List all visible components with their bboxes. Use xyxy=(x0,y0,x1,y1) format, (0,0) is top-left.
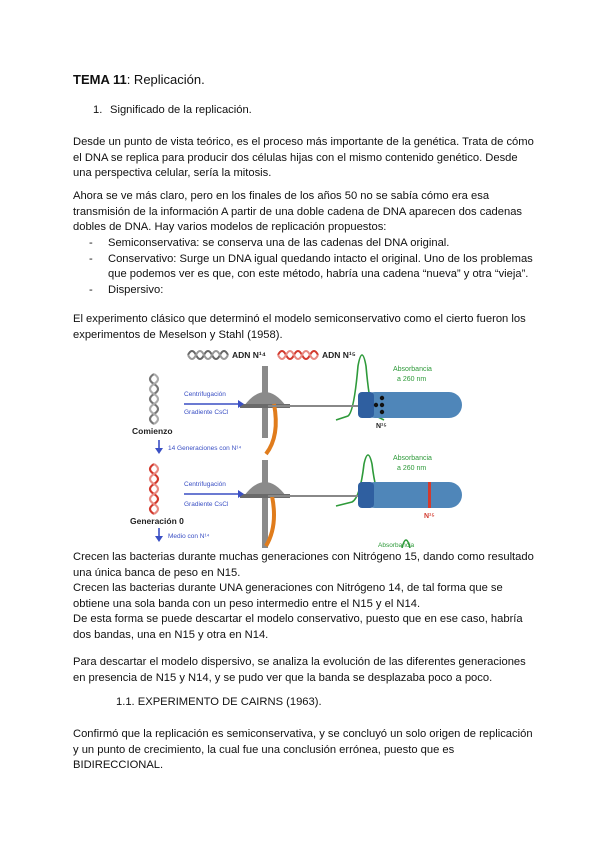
paragraph-history: Ahora se ve más claro, pero en los finales de los años 50 no se sabía cómo era esa transmisión de la información A partir de una doble cadena de DNA aparecen dos cadenas dobles de DNA. Hay varios modelos de replicación propuestos: xyxy=(73,190,523,234)
list-item: - Conservativo: Surge un DNA igual quedando intacto el original. Uno de los problemas que podemos ver es que, con este método, habría una cadena “nueva” y otra “vieja”. xyxy=(89,252,533,281)
legend-helix-n14-icon xyxy=(188,351,228,359)
list-item: - Semiconservativa: se conserva una de las cadenas del DNA original. xyxy=(89,237,450,249)
paragraph-n15: Crecen las bacterias durante muchas generaciones con Nitrógeno 15, dando como resultado una única banca de peso en N15. xyxy=(73,551,534,579)
legend-helix-n15-icon xyxy=(278,351,318,359)
centrifugation-label-1: Centrifugación xyxy=(184,391,226,398)
absorbance-label-2: Absorbancia xyxy=(393,455,432,462)
start-label: Comienzo xyxy=(132,426,173,436)
page-title: TEMA 11: Replicación. xyxy=(73,72,205,87)
centrifugation-label-2: Centrifugación xyxy=(184,481,226,488)
section-heading xyxy=(93,104,252,116)
centrifuge-1 xyxy=(240,366,290,454)
subsection-heading: 1.1. EXPERIMENTO DE CAIRNS (1963). xyxy=(116,696,322,708)
medium-label: Medio con N¹⁴ xyxy=(168,533,210,540)
dna-helix-generation-icon xyxy=(150,464,158,514)
generations-label: 14 Generaciones con N¹⁴ xyxy=(168,445,242,452)
centrifuge-2 xyxy=(240,460,290,548)
paragraph-dispersive: Para descartar el modelo dispersivo, se analiza la evolución de las diferentes generaciones en presencia de N15 y N14, y se pudo ver que la banda se desplazaba poco a poco. xyxy=(73,656,526,684)
models-list xyxy=(73,236,543,298)
absorbance-label-1: Absorbancia xyxy=(393,366,432,373)
band-label-1: N¹⁵ xyxy=(376,423,387,430)
paragraph-intro: Desde un punto de vista teórico, es el proceso más importante de la genética. Trata de cómo el DNA se replica para producir dos células hijas con el mismo contenido genético. Desde una perspectiva celular, sería la mitosis. xyxy=(73,136,534,180)
wavelength-label-1: a 260 nm xyxy=(397,376,427,383)
paragraph-cairns: Confirmó que la replicación es semiconservativa, y se concluyó un solo origen de replicación y un punto de crecimiento, la cual fue una conclusión errónea, puesto que es BIDIRECCIONAL. xyxy=(73,728,533,772)
paragraph-n14: Crecen las bacterias durante UNA generaciones con Nitrógeno 14, de tal forma que se obtiene una sola banda con un peso intermedio entre el N15 y el N14. xyxy=(73,582,503,610)
list-item: - Dispersivo: xyxy=(89,283,164,296)
dna-helix-start-icon xyxy=(150,374,158,424)
band-label-2: N¹⁵ xyxy=(424,513,435,520)
meselson-stahl-figure xyxy=(126,336,474,548)
generation-label: Generación 0 xyxy=(130,516,184,526)
paragraph-classic-experiment: El experimento clásico que determinó el modelo semiconservativo como el cierto fueron los experimentos de Meselson y Stahl (1958). xyxy=(73,313,526,341)
legend-n14: ADN N¹⁴ xyxy=(232,350,266,360)
gradient-tube-2 xyxy=(358,482,462,508)
section-number: 1. xyxy=(93,104,103,116)
gradient-label-2: Gradiente CsCl xyxy=(184,501,229,508)
gradient-tube-1 xyxy=(358,392,462,418)
legend-n15: ADN N¹⁵ xyxy=(322,350,356,360)
paragraph-conservative: De esta forma se puede descartar el modelo conservativo, puesto que en ese caso, habría dos bandas, una en N15 y otra en N14. xyxy=(73,613,523,641)
section-label: Significado de la replicación. xyxy=(110,104,252,116)
wavelength-label-2: a 260 nm xyxy=(397,465,427,472)
gradient-label-1: Gradiente CsCl xyxy=(184,409,229,416)
absorbance-label-3: Absorbancia xyxy=(378,542,415,548)
